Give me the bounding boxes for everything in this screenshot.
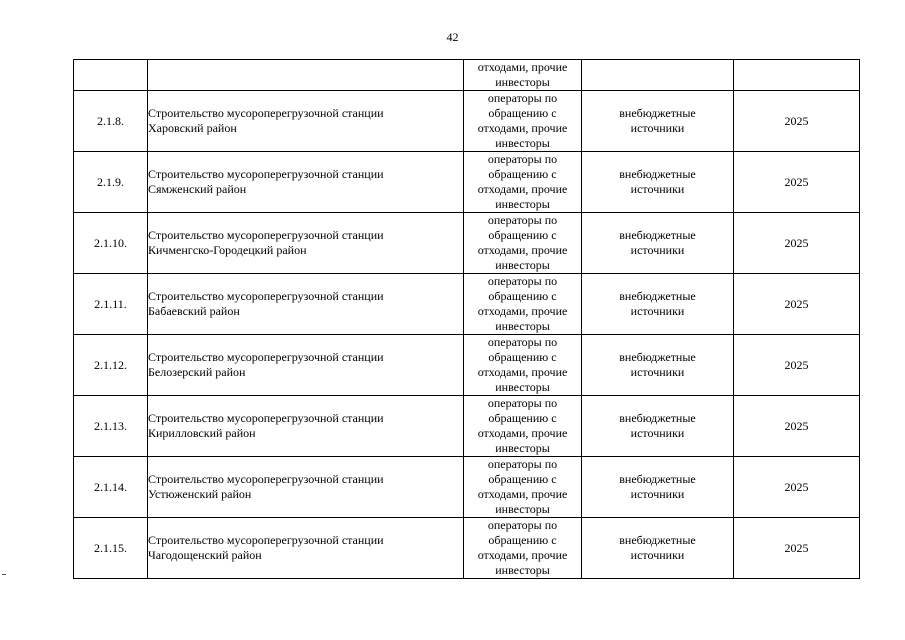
text-line: операторы по — [487, 274, 558, 288]
table-row — [74, 213, 860, 274]
text-line: внебюджетные — [619, 350, 696, 364]
page-number: 42 — [446, 30, 459, 44]
item-number: 2.1.14. — [74, 457, 148, 518]
scan-mark — [2, 574, 6, 575]
continuation-source-cell — [582, 60, 734, 91]
item-number: 2.1.10. — [74, 213, 148, 274]
table-row — [74, 152, 860, 213]
text-line: внебюджетные — [619, 289, 696, 303]
item-name-line1: Строительство мусороперегрузочной станции — [148, 533, 384, 547]
item-name — [148, 396, 464, 457]
item-name-line2: Бабаевский район — [148, 304, 240, 318]
item-executor — [464, 91, 582, 152]
continuation-row — [74, 60, 860, 91]
text-line: инвесторы — [495, 136, 550, 150]
text-line: инвесторы — [495, 441, 550, 455]
text-line: операторы по — [487, 152, 558, 166]
item-year: 2025 — [734, 396, 860, 457]
item-year: 2025 — [734, 91, 860, 152]
text-line: обращению с — [488, 411, 557, 425]
text-line: отходами, прочие — [477, 548, 568, 562]
item-executor — [464, 457, 582, 518]
text-line: отходами, прочие — [477, 121, 568, 135]
item-executor — [464, 335, 582, 396]
text-line: инвесторы — [495, 380, 550, 394]
text-line: источники — [630, 548, 685, 562]
text-line: внебюджетные — [619, 533, 696, 547]
item-name-line2: Кирилловский район — [148, 426, 256, 440]
table-row — [74, 274, 860, 335]
text-line: операторы по — [487, 213, 558, 227]
table-row — [74, 396, 860, 457]
continuation-executor-cell — [464, 60, 582, 91]
text-line: обращению с — [488, 533, 557, 547]
text-line: внебюджетные — [619, 472, 696, 486]
item-funding-source — [582, 213, 734, 274]
text-line: источники — [630, 182, 685, 196]
item-name — [148, 274, 464, 335]
item-executor — [464, 213, 582, 274]
text-line: операторы по — [487, 518, 558, 532]
item-name-line1: Строительство мусороперегрузочной станции — [148, 350, 384, 364]
text-line: источники — [630, 304, 685, 318]
item-year: 2025 — [734, 274, 860, 335]
item-name — [148, 91, 464, 152]
item-executor — [464, 518, 582, 579]
item-number: 2.1.15. — [74, 518, 148, 579]
text-line: операторы по — [487, 91, 558, 105]
text-line: обращению с — [488, 289, 557, 303]
continuation-name-cell — [148, 60, 464, 91]
item-number: 2.1.12. — [74, 335, 148, 396]
measures-table — [73, 59, 860, 579]
item-name-line1: Строительство мусороперегрузочной станции — [148, 289, 384, 303]
text-line: обращению с — [488, 106, 557, 120]
text-line: обращению с — [488, 350, 557, 364]
text-line: источники — [630, 487, 685, 501]
text-line: обращению с — [488, 167, 557, 181]
text-line: отходами, прочие — [477, 487, 568, 501]
item-number: 2.1.9. — [74, 152, 148, 213]
item-name-line2: Кичменгско-Городецкий район — [148, 243, 307, 257]
text-line: отходами, прочие — [477, 182, 568, 196]
continuation-year-cell — [734, 60, 860, 91]
item-number: 2.1.11. — [74, 274, 148, 335]
text-line: обращению с — [488, 472, 557, 486]
item-name — [148, 457, 464, 518]
text-line: внебюджетные — [619, 228, 696, 242]
item-executor — [464, 274, 582, 335]
item-name-line1: Строительство мусороперегрузочной станции — [148, 167, 384, 181]
text-line: отходами, прочие — [477, 60, 568, 74]
item-name — [148, 213, 464, 274]
item-name-line2: Устюженский район — [148, 487, 252, 501]
text-line: источники — [630, 365, 685, 379]
text-line: инвесторы — [495, 197, 550, 211]
item-funding-source — [582, 396, 734, 457]
item-name — [148, 152, 464, 213]
continuation-num-cell — [74, 60, 148, 91]
text-line: внебюджетные — [619, 411, 696, 425]
table-row — [74, 518, 860, 579]
item-name-line1: Строительство мусороперегрузочной станции — [148, 472, 384, 486]
text-line: инвесторы — [495, 502, 550, 516]
text-line: инвесторы — [495, 75, 550, 89]
text-line: операторы по — [487, 396, 558, 410]
item-year: 2025 — [734, 518, 860, 579]
text-line: внебюджетные — [619, 167, 696, 181]
text-line: отходами, прочие — [477, 304, 568, 318]
item-year: 2025 — [734, 152, 860, 213]
text-line: внебюджетные — [619, 106, 696, 120]
item-name — [148, 335, 464, 396]
item-executor — [464, 396, 582, 457]
item-number: 2.1.13. — [74, 396, 148, 457]
item-name-line2: Белозерский район — [148, 365, 246, 379]
item-year: 2025 — [734, 335, 860, 396]
item-name-line1: Строительство мусороперегрузочной станции — [148, 106, 384, 120]
item-name-line1: Строительство мусороперегрузочной станции — [148, 411, 384, 425]
text-line: инвесторы — [495, 563, 550, 577]
item-funding-source — [582, 457, 734, 518]
item-year: 2025 — [734, 213, 860, 274]
item-funding-source — [582, 152, 734, 213]
table-row — [74, 91, 860, 152]
table-row — [74, 335, 860, 396]
text-line: инвесторы — [495, 258, 550, 272]
item-name-line2: Сямженский район — [148, 182, 247, 196]
item-name — [148, 518, 464, 579]
item-name-line2: Чагодощенский район — [148, 548, 262, 562]
item-funding-source — [582, 91, 734, 152]
item-name-line1: Строительство мусороперегрузочной станции — [148, 228, 384, 242]
text-line: источники — [630, 243, 685, 257]
item-executor — [464, 152, 582, 213]
text-line: операторы по — [487, 335, 558, 349]
item-funding-source — [582, 274, 734, 335]
text-line: отходами, прочие — [477, 243, 568, 257]
text-line: источники — [630, 426, 685, 440]
text-line: отходами, прочие — [477, 365, 568, 379]
text-line: источники — [630, 121, 685, 135]
table-row — [74, 457, 860, 518]
item-funding-source — [582, 335, 734, 396]
item-number: 2.1.8. — [74, 91, 148, 152]
item-year: 2025 — [734, 457, 860, 518]
text-line: операторы по — [487, 457, 558, 471]
text-line: инвесторы — [495, 319, 550, 333]
item-funding-source — [582, 518, 734, 579]
item-name-line2: Харовский район — [148, 121, 237, 135]
text-line: обращению с — [488, 228, 557, 242]
text-line: отходами, прочие — [477, 426, 568, 440]
